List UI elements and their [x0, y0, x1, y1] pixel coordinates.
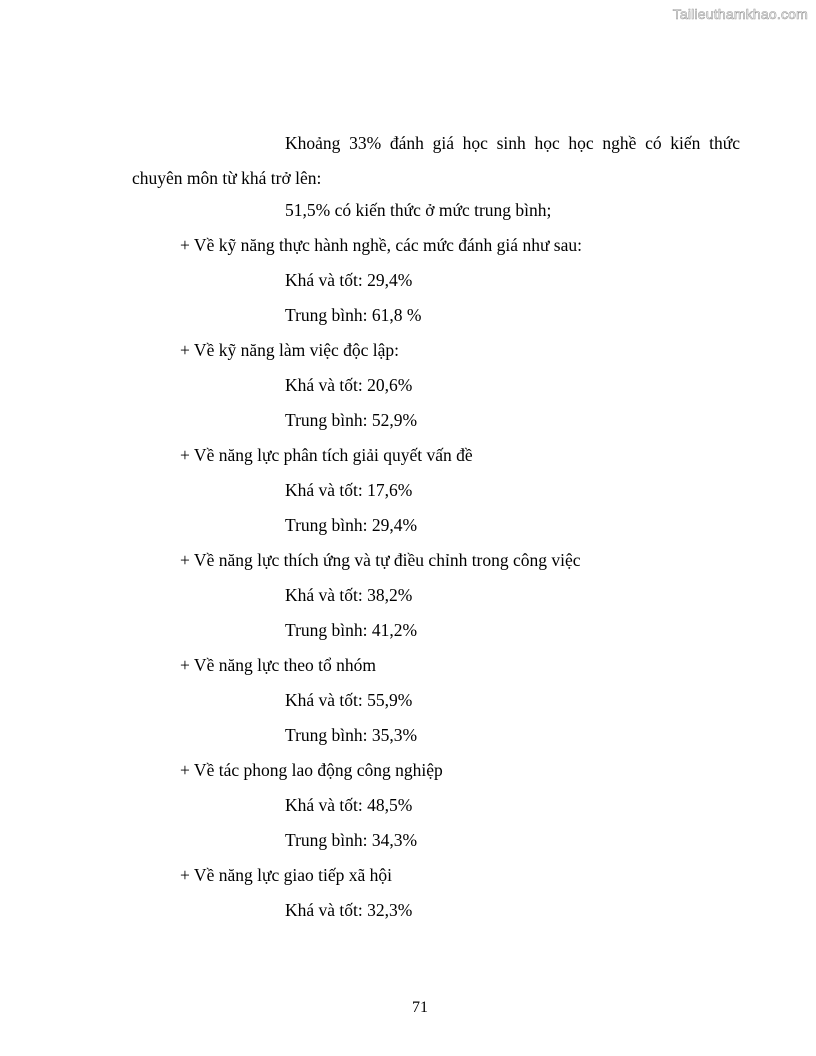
text-line: Khá và tốt: 38,2% — [285, 585, 413, 605]
text-line: Trung bình: 52,9% — [285, 410, 418, 430]
section-heading: + Về tác phong lao động công nghiệp — [180, 760, 443, 780]
section-heading: + Về kỹ năng thực hành nghề, các mức đánh giá như sau: — [180, 235, 582, 255]
text-line: chuyên môn từ khá trở lên: — [132, 168, 322, 188]
text-line: Khá và tốt: 29,4% — [285, 270, 413, 290]
section-heading: + Về năng lực theo tổ nhóm — [180, 655, 376, 675]
text-line: Khá và tốt: 32,3% — [285, 900, 413, 920]
section-heading: + Về năng lực thích ứng và tự điều chỉnh trong công việc — [180, 550, 581, 570]
section-heading: + Về kỹ năng làm việc độc lập: — [180, 340, 399, 360]
text-line: Trung bình: 41,2% — [285, 620, 418, 640]
text-line: Trung bình: 35,3% — [285, 725, 418, 745]
text-line: Khá và tốt: 20,6% — [285, 375, 413, 395]
text-line: 51,5% có kiến thức ở mức trung bình; — [285, 200, 552, 220]
text-line: Trung bình: 61,8 % — [285, 305, 422, 325]
section-heading: + Về năng lực giao tiếp xã hội — [180, 865, 392, 885]
text-line: Trung bình: 34,3% — [285, 830, 418, 850]
text-line: Khá và tốt: 48,5% — [285, 795, 413, 815]
page-number: 71 — [412, 999, 428, 1016]
watermark: Tailieuthamkhao.com — [672, 6, 808, 22]
text-line: Khá và tốt: 55,9% — [285, 690, 413, 710]
text-line: Khoảng 33% đánh giá học sinh học học nghề có kiến thức — [285, 133, 740, 153]
text-line: Khá và tốt: 17,6% — [285, 480, 413, 500]
section-heading: + Về năng lực phân tích giải quyết vấn đề — [180, 445, 473, 465]
text-line: Trung bình: 29,4% — [285, 515, 418, 535]
